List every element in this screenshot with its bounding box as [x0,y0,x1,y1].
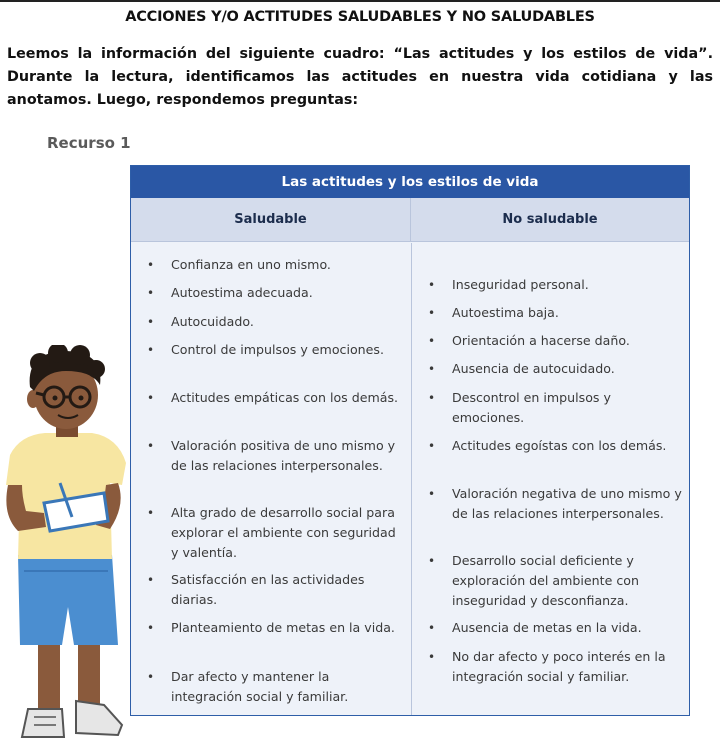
list-item: • Valoración negativa de uno mismo y de las relaciones interpersonales. [428,486,682,521]
list-item: • Satisfacción en las actividades diarias. [147,572,365,607]
list-item: • Descontrol en impulsos y emociones. [428,390,611,425]
boy-writing-illustration [0,345,150,739]
intro-paragraph: Leemos la información del siguiente cuadro: “Las actitudes y los estilos de vida”. Durante la lectura, identificamos las actitudes en nuestra vida cotidiana y las anotamos. Luego, respondemos preguntas: [7,46,713,108]
list-item: • Actitudes empáticas con los demás. [147,390,399,405]
document-title: ACCIONES Y/O ACTITUDES SALUDABLES Y NO SALUDABLES [125,9,595,25]
resource-label: Recurso 1 [47,134,131,152]
list-item: • No dar afecto y poco interés en la integración social y familiar. [428,649,666,684]
list-item: • Orientación a hacerse daño. [428,333,630,348]
list-item: • Valoración positiva de uno mismo y de las relaciones interpersonales. [147,438,396,473]
list-item: • Ausencia de metas en la vida. [428,620,642,635]
list-item: • Planteamiento de metas en la vida. [147,620,395,635]
saludable-column [131,243,411,715]
list-item: • Alta grado de desarrollo social para explorar el ambiente con seguridad y valentía. [147,505,396,560]
list-item: • Inseguridad personal. [428,277,589,292]
attitudes-table [130,165,690,716]
list-item: • Autoestima baja. [428,305,559,320]
list-item: • Confianza en uno mismo. [147,257,331,272]
table-header-row [131,198,689,242]
list-item: • Dar afecto y mantener la integración social y familiar. [147,669,349,704]
list-item: • Control de impulsos y emociones. [147,342,384,357]
list-item: • Actitudes egoístas con los demás. [428,438,667,453]
list-item: • Desarrollo social deficiente y exploración del ambiente con inseguridad y desconfianza. [428,553,639,608]
top-rule [0,0,720,2]
column-header-saludable: Saludable [234,212,307,227]
table-title: Las actitudes y los estilos de vida [131,166,689,198]
column-header-no-saludable: No saludable [410,198,689,241]
list-item: • Autoestima adecuada. [147,285,313,300]
list-item: • Autocuidado. [147,314,254,329]
no-saludable-column [411,243,691,715]
list-item: • Ausencia de autocuidado. [428,361,615,376]
